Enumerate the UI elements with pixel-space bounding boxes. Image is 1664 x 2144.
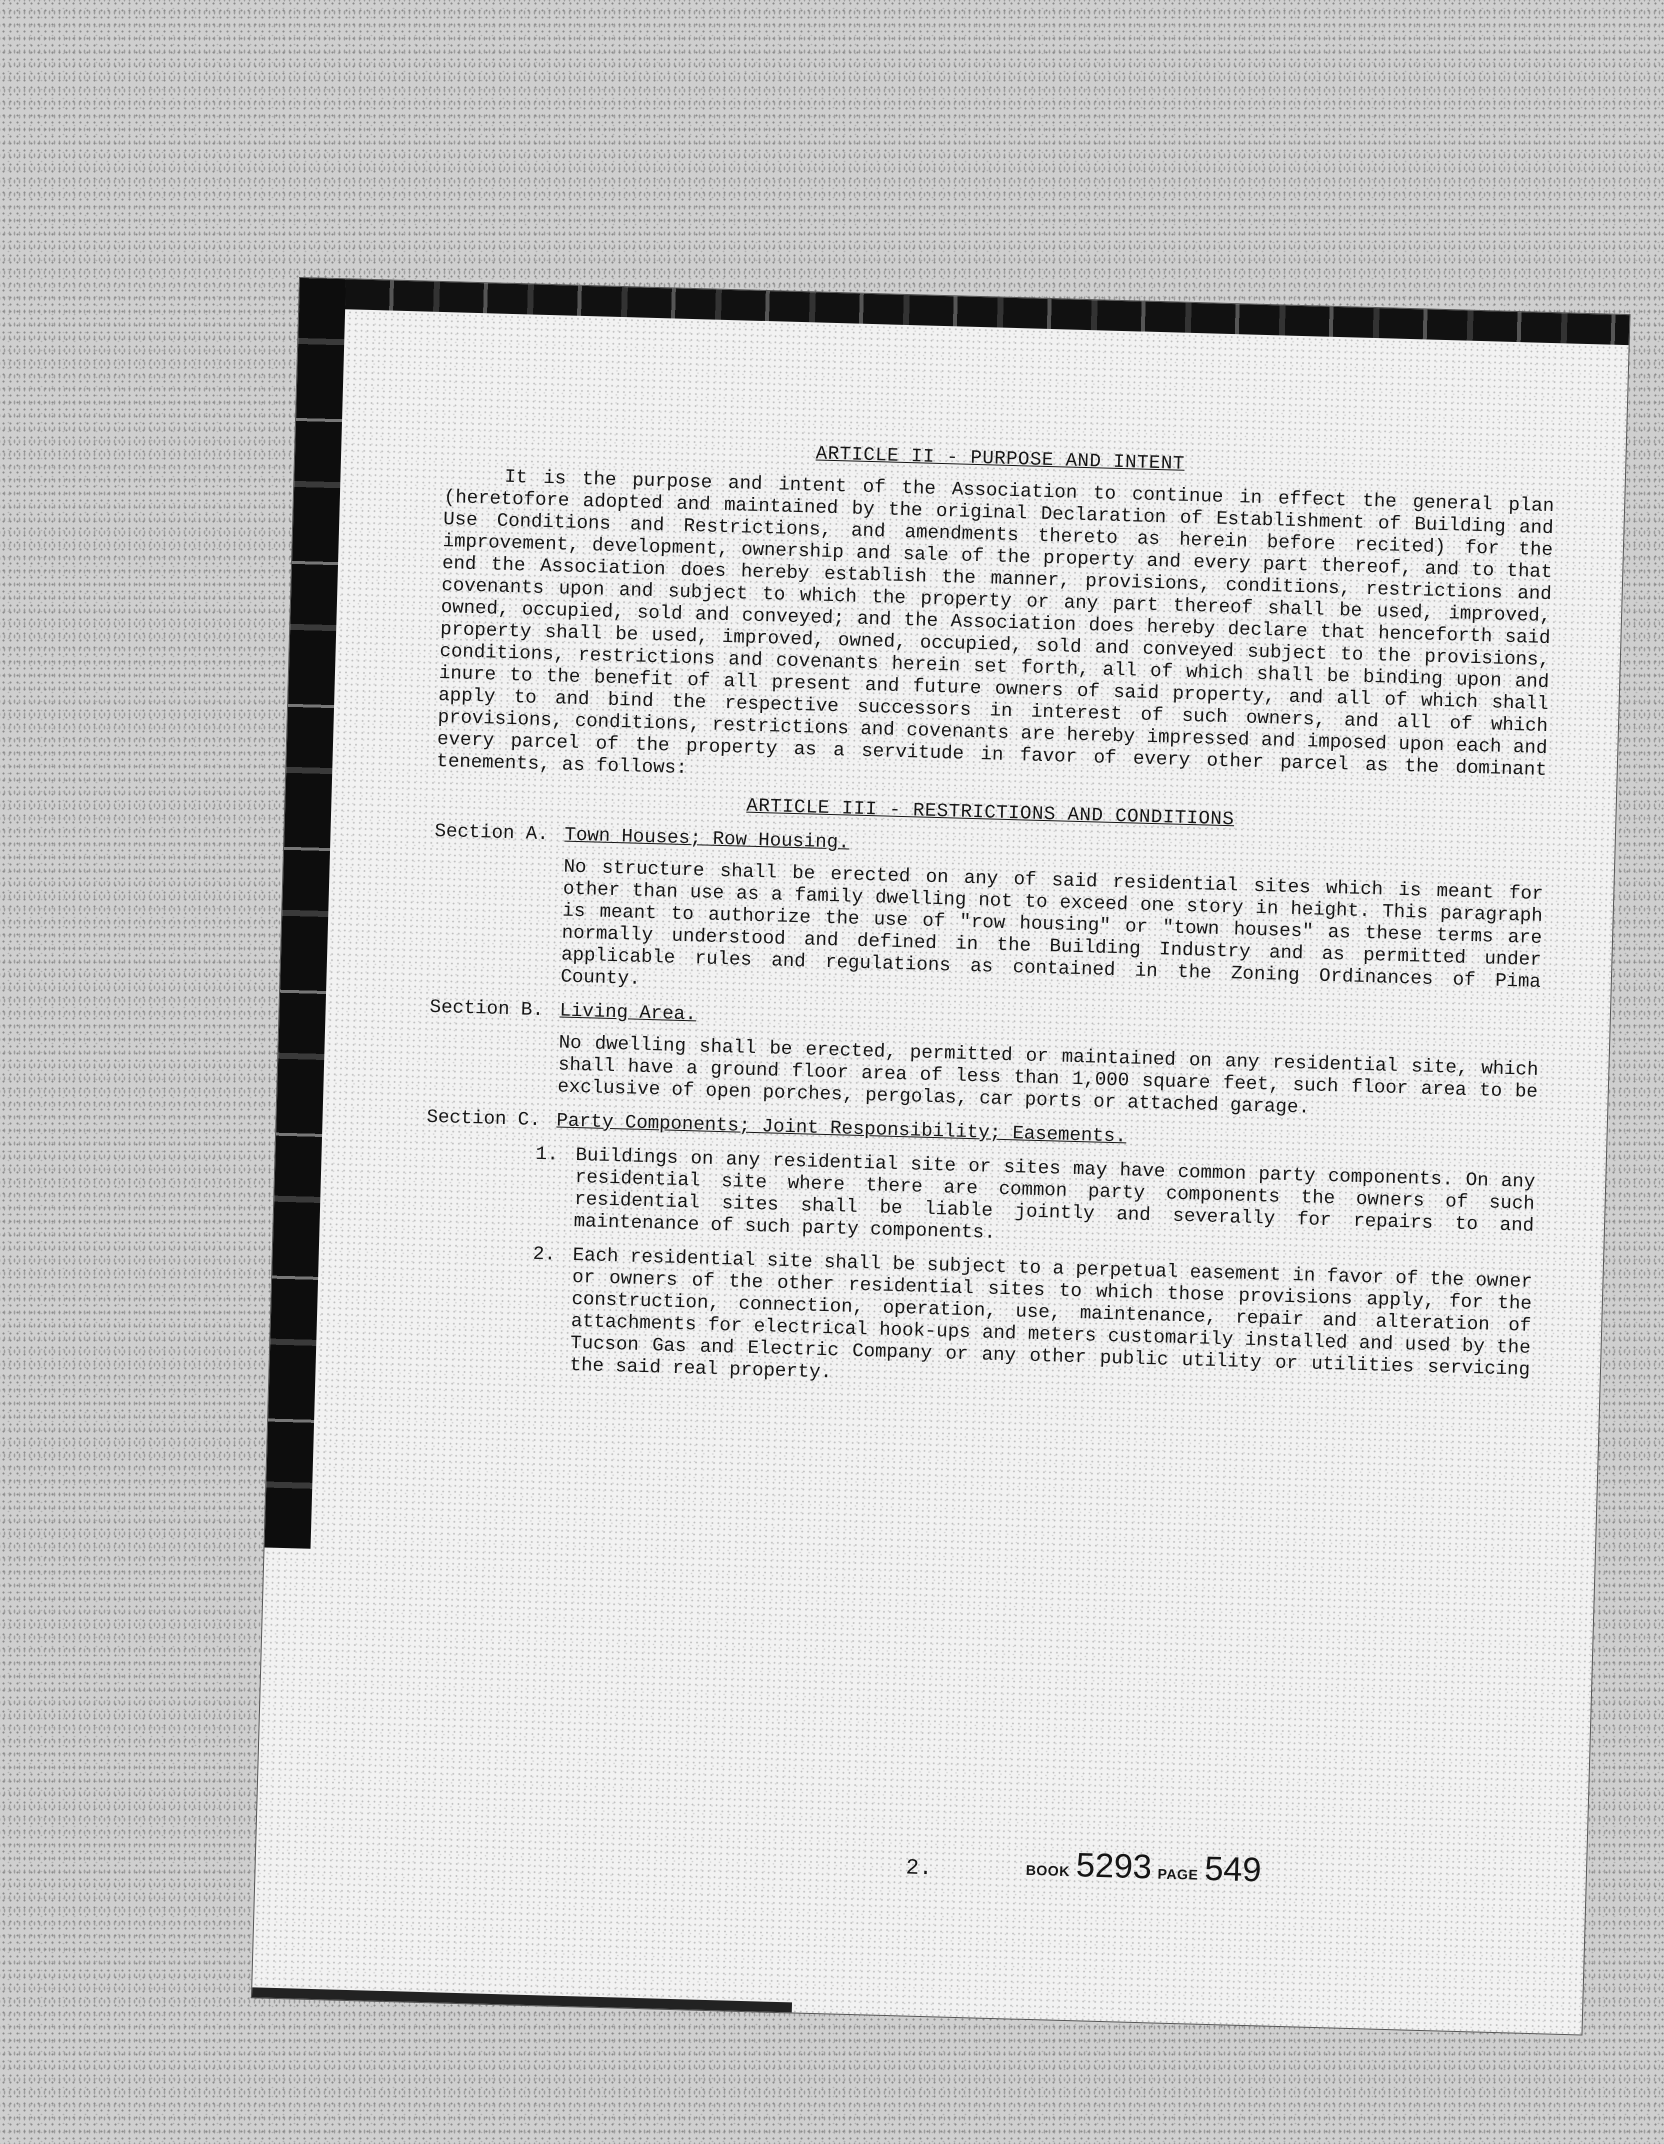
document-page [252, 278, 1630, 2034]
section-a-body: No structure shall be erected on any of said residential sites which is meant for other than use as a family dwelling not to exceed one story in height. This paragraph is meant to authorize the use of "row housing" or "town houses" as these terms are normally understood and defined in the Building Industry and as permitted under applicable rules and regulations as contained in the Zoning Ordinances of Pima County. [560, 855, 1544, 993]
document-body [420, 432, 1556, 1403]
section-b-body: No dwelling shall be erected, permitted or maintained on any residential site, which shall have a ground floor area of less than 1,000 square feet, such floor area to be exclusive of open porches, pergolas, car ports or attached garage. [557, 1031, 1539, 1119]
list-item [529, 1243, 1532, 1403]
scan-edge-left [265, 278, 346, 1549]
list-item-text: Each residential site shall be subject to a perpetual easement in favor of the owner or owners of the other residential sites to which those provisions apply, for the construction, connection, operation, use, maintenance, repair and alteration of attachments for electrical hook-ups and meters customarily installed and used by the Tucson Gas and Electric Company or any other public utility or utilities servicing the said real property. [569, 1244, 1533, 1384]
article-ii-heading: ARTICLE II - PURPOSE AND INTENT [815, 442, 1185, 475]
section-c-label: Section C. [426, 1105, 541, 1132]
article-ii-body: It is the purpose and intent of the Association to continue in effect the general plan (heretofore adopted and maintained by the original Declaration of Establishment of Building and Use Conditions and Restrictions, and amendments thereto as herein before recited) for the improvement, development, ownership and sale of the property and every part thereof, and to that end the Association does hereby establish the manner, provisions, conditions, restrictions and covenants upon and subject to which the property or any part thereof shall be used, improved, owned, occupied, sold and conveyed; and the Association does hereby declare that henceforth said property shall be used, improved, owned, occupied, sold and conveyed subject to the provisions, conditions, restrictions and covenants herein set forth, all of which shall be binding upon and inure to the benefit of all present and future owners of said property, and all of which shall apply to and bind the respective successors in interest of such owners, and all of which provisions, conditions, restrictions and covenants are hereby impressed and imposed upon each and every parcel of the property as a servitude in favor of every other parcel as the dominant tenements, as follows: [436, 465, 1555, 781]
page-number: 2. [905, 1855, 933, 1882]
section-a-label: Section A. [434, 819, 549, 846]
list-item-number: 1. [535, 1142, 559, 1166]
section-b-label: Section B. [429, 995, 544, 1022]
book-number: 5293 [1075, 1846, 1153, 1887]
scan-edge-bottom [252, 1987, 792, 2012]
page-footer [256, 1837, 1585, 1890]
section-c-title: Party Components; Joint Responsibility; Easements. [556, 1109, 1127, 1148]
scan-edge-top [299, 278, 1629, 345]
article-iii-heading: ARTICLE III - RESTRICTIONS AND CONDITIONS [746, 794, 1235, 831]
list-item-text: Buildings on any residential site or sites may have common party components. On any residential site where there are common party components the owners of such residential sites shall be liable jointly and severally for repairs to and maintenance of such party components. [573, 1144, 1536, 1244]
book-label: BOOK [1025, 1861, 1071, 1880]
book-page-stamp [1025, 1845, 1261, 1891]
section-a-title: Town Houses; Row Housing. [564, 823, 850, 854]
page-reference: 549 [1204, 1849, 1262, 1890]
page-label: PAGE [1157, 1865, 1199, 1883]
list-item [533, 1143, 1535, 1259]
section-b-title: Living Area. [559, 999, 697, 1026]
list-item-number: 2. [532, 1242, 556, 1266]
